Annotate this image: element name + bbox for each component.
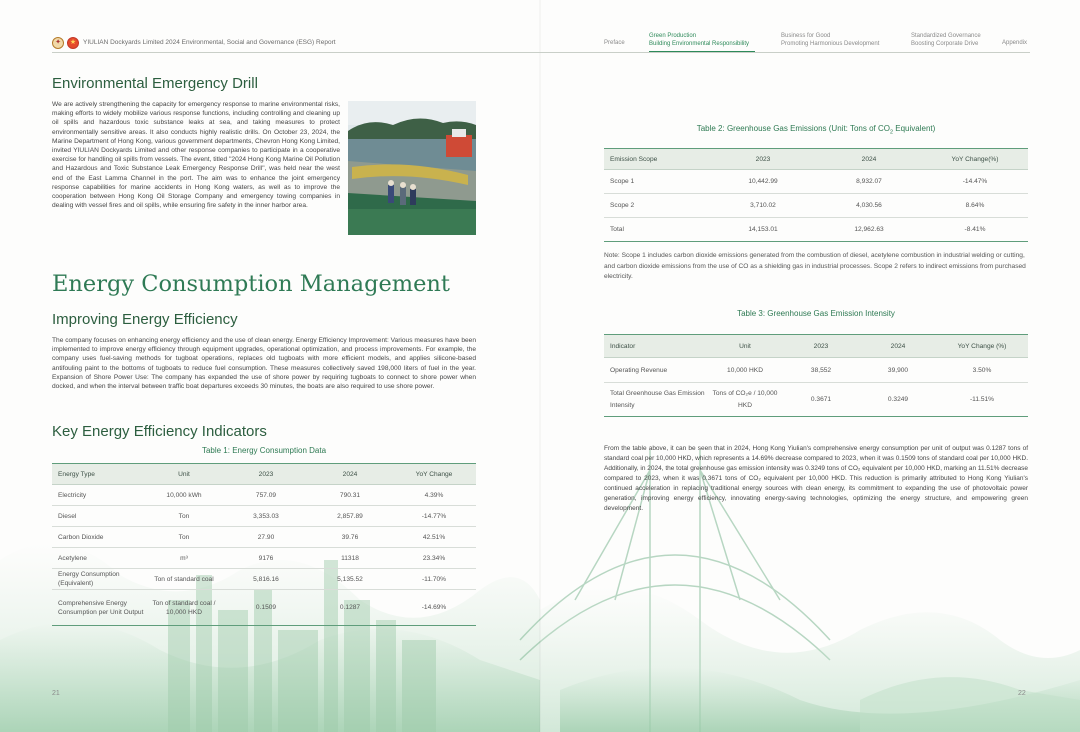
table-cell: 39,900 — [860, 358, 936, 383]
table-cell: 3,710.02 — [710, 194, 816, 218]
table-cell: Electricity — [52, 485, 144, 506]
col-header: 2023 — [710, 149, 816, 170]
table-cell: 0.3671 — [782, 383, 860, 417]
ghg-intensity-table — [604, 334, 1028, 417]
improving-efficiency-paragraph: The company focuses on enhancing energy efficiency and the use of clean energy. Energy Efficiency Improvement: Various measures have been implemented to improve energy efficiency through equipment upgrades, operational optimization, and process improvements. For example, the company uses fuel-saving methods for tugboat operations, replaces old tugboats with more efficient models, and applies silicone-based antifouling paint to the bottoms of tugboats to reduce fuel consumption. These measures collectively saved 198,000 liters of fuel in the year. Expansion of Shore Power Use: The company has expanded the use of shore power by requiring tugboats to connect to shore power when docked, and when the interval between traffic boat departures exceeds 30 minutes, the boats are also required to use shore power. — [52, 337, 476, 391]
energy-consumption-table — [52, 463, 476, 626]
drill-heading: Environmental Emergency Drill — [52, 75, 258, 92]
table-cell: 10,000 kWh — [144, 485, 224, 506]
nav-preface[interactable]: Preface — [604, 40, 625, 46]
table-cell: 9176 — [224, 548, 308, 569]
table-cell: Carbon Dioxide — [52, 527, 144, 548]
report-title: YIULIAN Dockyards Limited 2024 Environmental, Social and Governance (ESG) Report — [83, 39, 336, 46]
table-row — [52, 527, 476, 548]
table-cell: 11318 — [308, 548, 392, 569]
table-cell: -11.70% — [392, 569, 476, 590]
table-row — [604, 170, 1028, 194]
table-cell: -11.51% — [936, 383, 1028, 417]
col-header: Unit — [144, 464, 224, 485]
table-cell: Ton — [144, 506, 224, 527]
table-cell: 3,353.03 — [224, 506, 308, 527]
table-row — [604, 194, 1028, 218]
kpi-heading: Key Energy Efficiency Indicators — [52, 423, 267, 440]
table-cell: 27.90 — [224, 527, 308, 548]
table-cell: 12,962.63 — [816, 218, 922, 242]
col-header: 2023 — [224, 464, 308, 485]
table-cell: 4.39% — [392, 485, 476, 506]
table-cell: 0.3249 — [860, 383, 936, 417]
table-row — [52, 485, 476, 506]
nav-appendix[interactable]: Appendix — [1002, 40, 1028, 46]
col-header: 2023 — [782, 335, 860, 358]
emblem-icon: ✦ — [52, 37, 64, 49]
table-cell: Ton of standard coal — [144, 569, 224, 590]
table-cell: Total — [604, 218, 710, 242]
table-cell: Ton — [144, 527, 224, 548]
table-row — [604, 383, 1028, 417]
drill-photo — [348, 101, 476, 235]
table-cell: 2,857.89 — [308, 506, 392, 527]
nav-business-for-good[interactable]: Business for Good Promoting Harmonious Development — [781, 33, 880, 47]
table-cell: -14.69% — [392, 590, 476, 626]
table-row — [52, 548, 476, 569]
table-cell: -14.77% — [392, 506, 476, 527]
table-cell: 757.09 — [224, 485, 308, 506]
energy-section-title: Energy Consumption Management — [52, 271, 450, 297]
table-cell: 42.51% — [392, 527, 476, 548]
table-cell: 10,442.99 — [710, 170, 816, 194]
table-cell: Acetylene — [52, 548, 144, 569]
col-header: Emission Scope — [604, 149, 710, 170]
table-cell: Tons of CO₂e / 10,000 HKD — [708, 383, 782, 417]
company-logo-icon: ★ — [67, 37, 79, 49]
table-cell: 8.64% — [922, 194, 1028, 218]
table-cell: 3.50% — [936, 358, 1028, 383]
table-cell: Comprehensive Energy Consumption per Unit Output — [52, 590, 144, 626]
page-number-right: 22 — [1018, 690, 1026, 697]
table-cell: Total Greenhouse Gas Emission Intensity — [604, 383, 708, 417]
table-cell: 5,135.52 — [308, 569, 392, 590]
table-row — [52, 569, 476, 590]
table-header-row — [52, 464, 476, 485]
table-cell: 23.34% — [392, 548, 476, 569]
table3-caption: Table 3: Greenhouse Gas Emission Intensity — [737, 309, 895, 318]
table-row — [604, 358, 1028, 383]
table-cell: Energy Consumption (Equivalent) — [52, 569, 144, 590]
table-cell: Scope 2 — [604, 194, 710, 218]
table-cell: 0.1287 — [308, 590, 392, 626]
table-cell: 38,552 — [782, 358, 860, 383]
table-cell: 0.1509 — [224, 590, 308, 626]
col-header: 2024 — [860, 335, 936, 358]
drill-paragraph: We are actively strengthening the capacity for emergency response to marine environmental risks, making efforts to widely mobilize various response functions, including controlling and cleaning up oil spills and hazardous toxic substance leaks at sea, and taking measures to protect environmentally sensitive areas. It also conducts highly realistic drills. On October 23, 2024, the Marine Department of Hong Kong, various government departments, Chevron Hong Kong Limited, invited YIULIAN Dockyards Limited and other response companies to participate in a cooperative exercise for handling oil spills from vessels. The event, titled "2024 Hong Kong Marine Oil Pollution and Hazardous and Toxic Substance Leak Emergency Response Drill", was held near the west end of the East Lamma Channel in the port. The aim was to enhance the joint emergency response capabilities for marine accidents in Hong Kong waters, as well as to improve the cooperation between Hong Kong Oil Storage Company and emergency towing companies in dealing with vessel fires and oil spills, while ensuring fire safety in the inner harbor area. — [52, 101, 340, 210]
table-cell: 39.76 — [308, 527, 392, 548]
table-cell: Operating Revenue — [604, 358, 708, 383]
col-header: YoY Change (%) — [936, 335, 1028, 358]
table-cell: 14,153.01 — [710, 218, 816, 242]
table-row — [52, 506, 476, 527]
table-cell: -14.47% — [922, 170, 1028, 194]
table-header-row — [604, 335, 1028, 358]
table-cell: 10,000 HKD — [708, 358, 782, 383]
header-divider — [52, 52, 1030, 53]
table-cell: 4,030.56 — [816, 194, 922, 218]
table2-note: Note: Scope 1 includes carbon dioxide emissions generated from the combustion of diesel, acetylene combustion in industrial welding or cutting, and carbon dioxide emissions from the use of CO as a shielding gas in industrial processes. Scope 2 refers to indirect emissions from purchased electricity. — [604, 252, 1026, 280]
table-row — [52, 590, 476, 626]
col-header: Indicator — [604, 335, 708, 358]
table-cell: Scope 1 — [604, 170, 710, 194]
book-spine — [539, 0, 541, 732]
col-header: 2024 — [308, 464, 392, 485]
col-header: Unit — [708, 335, 782, 358]
company-logos — [52, 37, 79, 49]
analysis-paragraph: From the table above, it can be seen that in 2024, Hong Kong Yiulian's comprehensive energy consumption per unit of output was 0.1287 tons of standard coal per 10,000 HKD, which represents a 14.69% decrease compared to 2023, when it was 0.1509 tons of standard coal per 10,000 HKD. Additionally, in 2024, the total greenhouse gas emission intensity was 0.3249 tons of CO₂ equivalent per 10,000 HKD, marking an 11.51% decrease compared to 2023, when it was 0.3671 tons of CO₂ equivalent per 10,000 HKD. This reduction is primarily attributed to Hong Kong Yiulian's continued acceleration in replacing traditional energy sources with clean energy, its commitment to expanding the use of photovoltaic power generation, improving energy efficiency, innovating energy-saving technologies, optimizing the energy structure, and empowering green development. — [604, 445, 1028, 512]
table2-caption: Table 2: Greenhouse Gas Emissions (Unit: Tons of $CO_2$ Equivalent) — [696, 124, 936, 136]
table-cell: Ton of standard coal / 10,000 HKD — [144, 590, 224, 626]
page-number-left: 21 — [52, 690, 60, 697]
ghg-emissions-table — [604, 148, 1028, 242]
table1-caption: Table 1: Energy Consumption Data — [201, 446, 327, 455]
table-row — [604, 218, 1028, 242]
table-cell: 5,816.16 — [224, 569, 308, 590]
nav-standardized-governance[interactable]: Standardized Governance Boosting Corporate Drive — [911, 33, 981, 47]
col-header: 2024 — [816, 149, 922, 170]
col-header: YoY Change — [392, 464, 476, 485]
col-header: Energy Type — [52, 464, 144, 485]
improving-efficiency-heading: Improving Energy Efficiency — [52, 311, 238, 328]
col-header: YoY Change(%) — [922, 149, 1028, 170]
table-cell: 8,932.07 — [816, 170, 922, 194]
table-cell: m³ — [144, 548, 224, 569]
nav-green-production[interactable]: Green Production Building Environmental Responsibility — [649, 33, 750, 47]
table-cell: 790.31 — [308, 485, 392, 506]
table-header-row — [604, 149, 1028, 170]
table-cell: Diesel — [52, 506, 144, 527]
table-cell: -8.41% — [922, 218, 1028, 242]
